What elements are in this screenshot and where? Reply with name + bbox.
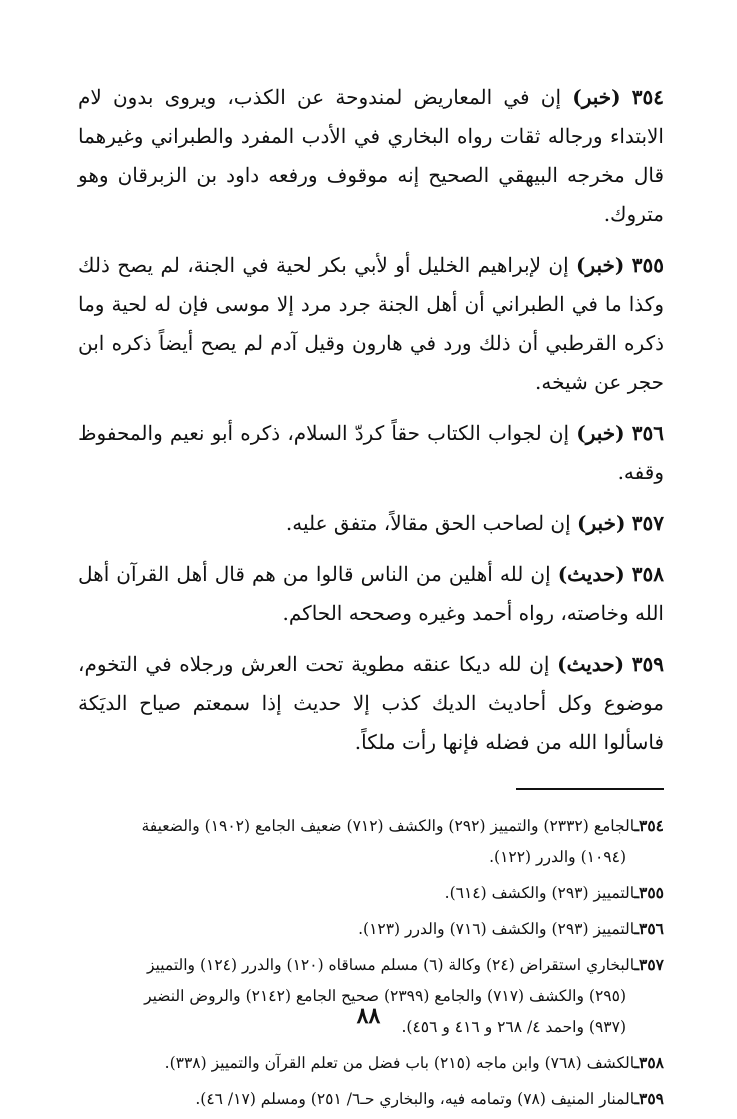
footnote-355 <box>78 877 664 909</box>
hadith-entry-354 <box>78 78 664 234</box>
footnote-text: الجامع (٢٣٣٢) والتمييز (٢٩٢) والكشف (٧١٢) ضعيف الجامع (١٩٠٢) والضعيفة <box>141 817 635 835</box>
footnote-separator <box>516 788 664 790</box>
hadith-entry-357 <box>78 504 664 543</box>
entry-number: ٣٥٦ <box>631 421 665 445</box>
entry-number: ٣٥٧ <box>631 511 664 535</box>
footnote-354 <box>78 810 664 873</box>
footnote-number: ٣٥٦ـ <box>634 919 664 938</box>
entry-text: إن لله ديكا عنقه مطوية تحت العرش ورجلاه في التخوم، موضوع وكل أحاديث الديك كذب إلا حديث إذا سمعتم صياح الديَكة فاسألوا الله من فضله فإنها رأت ملكاً. <box>78 652 664 754</box>
footnote-359 <box>78 1083 664 1115</box>
entry-text: إن في المعاريض لمندوحة عن الكذب، ويروى بدون لام الابتداء ورجاله ثقات رواه البخاري في الأدب المفرد والطبراني وغيرهما قال مخرجه البيهقي الصحيح إنه موقوف ورفعه داود بن الزبرقان وهو متروك. <box>78 85 664 226</box>
page-body <box>78 78 664 1119</box>
entry-tag: (خبر) <box>577 511 626 535</box>
entry-paragraph <box>78 504 664 543</box>
entry-text: إن لإبراهيم الخليل أو لأبي بكر لحية في الجنة، لم يصح ذلك وكذا ما في الطبراني أن أهل الجنة جرد مرد إلا موسى فإن له لحية وما ذكره القرطبي أن ذلك ورد في هارون وقيل آدم لم يصح أيضاً ذكره ابن حجر عن شيخه. <box>78 253 664 394</box>
hadith-entry-359 <box>78 645 664 762</box>
entry-text: إن لصاحب الحق مقالاً، متفق عليه. <box>285 511 571 535</box>
footnote-number: ٣٥٥ـ <box>634 883 664 902</box>
entry-text: إن لجواب الكتاب حقاً كردّ السلام، ذكره أبو نعيم والمحفوظ وقفه. <box>78 421 664 484</box>
footnote-text: (١٠٩٤) والدرر (١٢٢). <box>489 848 626 866</box>
footnote-text: التمييز (٢٩٣) والكشف (٧١٦) والدرر (١٢٣). <box>358 920 635 938</box>
hadith-entry-355 <box>78 246 664 402</box>
footnote-text: (٩٣٧) واحمد ٤/ ٢٦٨ و ٤١٦ و ٤٥٦). <box>401 1018 626 1036</box>
footnote-text: البخاري استقراض (٢٤) وكالة (٦) مسلم مساقاه (١٢٠) والدرر (١٢٤) والتمييز <box>146 956 635 974</box>
entry-number: ٣٥٨ <box>631 562 664 586</box>
entry-text: إن لله أهلين من الناس قالوا من هم قال أهل القرآن أهل الله وخاصته، رواه أحمد وغيره وصححه الحاكم. <box>78 562 664 625</box>
footnote-number: ٣٥٤ـ <box>634 816 664 835</box>
entry-number: ٣٥٤ <box>631 85 665 109</box>
entry-paragraph <box>78 414 664 492</box>
entry-tag: (حديث) <box>557 562 625 586</box>
footnote-number: ٣٥٧ـ <box>634 955 664 974</box>
page-number: ٨٨ <box>356 1003 381 1029</box>
footnote-text: (٢٩٥) والكشف (٧١٧) والجامع (٢٣٩٩) صحيح الجامع (٢١٤٢) والروض النضير <box>144 987 626 1005</box>
entry-tag: (خبر) <box>572 85 621 109</box>
entry-paragraph <box>78 555 664 633</box>
entry-paragraph <box>78 246 664 402</box>
footnote-number: ٣٥٨ـ <box>634 1053 664 1072</box>
footnote-text: المنار المنيف (٧٨) وتمامه فيه، والبخاري حـ٦/ ٢٥١) ومسلم (١٧/ ٤٦). <box>195 1090 635 1108</box>
entry-paragraph <box>78 78 664 234</box>
footnote-text: الكشف (٧٦٨) وابن ماجه (٢١٥) باب فضل من تعلم القرآن والتمييز (٣٣٨). <box>164 1054 635 1072</box>
entry-tag: (خبر) <box>576 253 625 277</box>
entry-paragraph <box>78 645 664 762</box>
entry-number: ٣٥٥ <box>631 253 664 277</box>
footnotes <box>78 810 664 1115</box>
hadith-entry-356 <box>78 414 664 492</box>
entry-tag: (خبر) <box>576 421 625 445</box>
footnote-text: التمييز (٢٩٣) والكشف (٦١٤). <box>444 884 635 902</box>
entry-number: ٣٥٩ <box>631 652 665 676</box>
footnote-358 <box>78 1047 664 1079</box>
hadith-entry-358 <box>78 555 664 633</box>
footnote-number: ٣٥٩ـ <box>634 1089 664 1108</box>
footnote-356 <box>78 913 664 945</box>
entry-tag: (حديث) <box>557 652 625 676</box>
